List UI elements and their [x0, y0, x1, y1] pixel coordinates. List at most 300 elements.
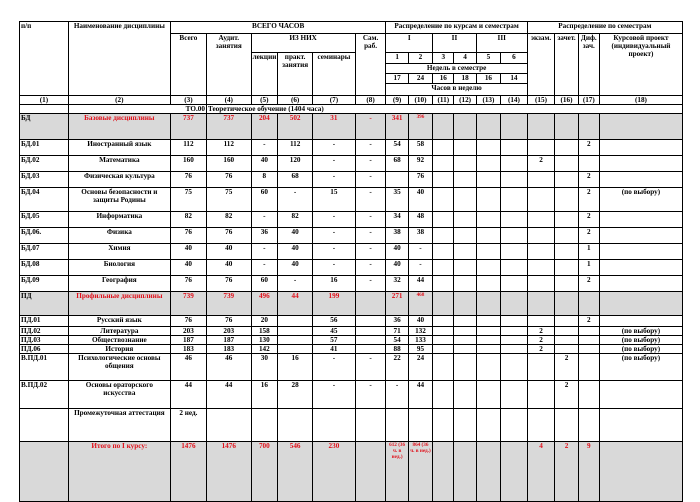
header-exams: экзам.	[527, 34, 555, 96]
row-cell	[433, 327, 454, 336]
row-cell	[555, 345, 578, 354]
row-code: ПД.01	[20, 316, 69, 327]
row-cell: 2	[527, 345, 555, 354]
header-sem-number: 1	[386, 53, 408, 64]
row-cell: 54	[386, 336, 408, 345]
row-cell: 468	[408, 292, 432, 316]
row-cell: 34	[386, 212, 408, 228]
row-cell: 40	[278, 244, 313, 260]
row-cell	[433, 260, 454, 276]
table-row	[20, 228, 683, 244]
row-cell	[433, 354, 454, 381]
row-cell: 496	[251, 292, 278, 316]
column-number: (18)	[599, 96, 682, 105]
row-discipline: Психологические основы общения	[68, 354, 170, 381]
row-code: БД.08	[20, 260, 69, 276]
row-cell	[433, 140, 454, 156]
row-cell	[433, 316, 454, 327]
header-weeks: 14	[501, 74, 528, 84]
row-cell	[501, 336, 528, 345]
row-discipline: Физическая культура	[68, 172, 170, 188]
row-cell: 2	[555, 381, 578, 409]
row-cell	[501, 140, 528, 156]
table-row	[20, 336, 683, 345]
row-code: В.ПД.01	[20, 354, 69, 381]
row-cell: 183	[206, 345, 251, 354]
row-cell: 160	[206, 156, 251, 172]
row-cell: 2 нед.	[170, 409, 206, 442]
row-cell	[501, 276, 528, 292]
row-cell: 737	[170, 114, 206, 140]
header-course-1: I	[386, 34, 433, 53]
row-cell: -	[355, 156, 386, 172]
row-cell	[454, 140, 476, 156]
row-cell	[476, 228, 500, 244]
row-cell: 58	[408, 140, 432, 156]
row-cell	[476, 188, 500, 212]
row-cell: -	[251, 260, 278, 276]
row-cell: -	[251, 212, 278, 228]
column-number: (17)	[578, 96, 599, 105]
total-row	[20, 442, 683, 502]
row-cell	[501, 292, 528, 316]
row-cell	[501, 172, 528, 188]
row-cell: 16	[278, 354, 313, 381]
row-cell: 40	[408, 316, 432, 327]
row-cell: 45	[313, 327, 355, 336]
row-cell	[454, 381, 476, 409]
row-cell: -	[355, 172, 386, 188]
row-cell: 44	[206, 381, 251, 409]
row-cell: 199	[313, 292, 355, 316]
row-discipline: Русский язык	[68, 316, 170, 327]
row-cell	[454, 156, 476, 172]
row-discipline: Математика	[68, 156, 170, 172]
row-cell	[527, 292, 555, 316]
row-cell: 38	[386, 228, 408, 244]
row-cell: 44	[408, 381, 432, 409]
row-cell: 41	[313, 345, 355, 354]
row-code: БД.05	[20, 212, 69, 228]
table-row	[20, 260, 683, 276]
row-cell: 82	[206, 212, 251, 228]
row-cell	[278, 316, 313, 327]
row-cell	[527, 244, 555, 260]
row-cell: 133	[408, 336, 432, 345]
row-cell: 32	[386, 276, 408, 292]
row-cell	[355, 316, 386, 327]
table-row	[20, 156, 683, 172]
row-cell	[555, 260, 578, 276]
row-cell: 40	[386, 260, 408, 276]
row-cell: (по выбору)	[599, 188, 682, 212]
header-sem-number: 4	[454, 53, 476, 64]
row-cell	[599, 212, 682, 228]
row-cell: 68	[278, 172, 313, 188]
row-cell	[476, 276, 500, 292]
row-discipline: Информатика	[68, 212, 170, 228]
row-cell: 56	[313, 316, 355, 327]
row-cell: 36	[251, 228, 278, 244]
row-cell	[408, 409, 432, 442]
header-auditory: Аудит. занятия	[206, 34, 251, 96]
column-number: (4)	[206, 96, 251, 105]
row-cell: 40	[386, 244, 408, 260]
row-cell	[599, 114, 682, 140]
row-cell	[454, 244, 476, 260]
row-cell	[555, 336, 578, 345]
row-cell	[454, 327, 476, 336]
row-cell: 120	[278, 156, 313, 172]
row-cell	[454, 292, 476, 316]
row-cell: 88	[386, 345, 408, 354]
row-cell	[527, 276, 555, 292]
row-cell: 40	[206, 244, 251, 260]
row-cell	[278, 327, 313, 336]
row-cell	[501, 188, 528, 212]
row-code: ПД.03	[20, 336, 69, 345]
row-code: БД.07	[20, 244, 69, 260]
row-cell	[555, 156, 578, 172]
row-cell: 60	[251, 276, 278, 292]
row-cell	[501, 114, 528, 140]
row-cell	[355, 336, 386, 345]
row-cell	[454, 228, 476, 244]
row-discipline: Биология	[68, 260, 170, 276]
row-cell	[433, 114, 454, 140]
row-cell	[501, 345, 528, 354]
row-code: БД.01	[20, 140, 69, 156]
row-cell: 2	[578, 228, 599, 244]
row-cell	[476, 409, 500, 442]
row-cell: 46	[206, 354, 251, 381]
row-cell	[476, 244, 500, 260]
row-discipline: Иностранный язык	[68, 140, 170, 156]
header-weeks: 17	[386, 74, 408, 84]
row-code: БД.02	[20, 156, 69, 172]
column-number: (2)	[68, 96, 170, 105]
table-row	[20, 345, 683, 354]
row-cell	[476, 442, 500, 502]
row-cell: 76	[170, 276, 206, 292]
row-cell	[454, 276, 476, 292]
row-cell: 341	[386, 114, 408, 140]
row-cell: 546	[278, 442, 313, 502]
curriculum-table-wrapper	[19, 21, 683, 502]
row-cell	[454, 114, 476, 140]
row-cell: -	[355, 140, 386, 156]
row-cell	[501, 228, 528, 244]
row-cell: 737	[206, 114, 251, 140]
header-of-them: ИЗ НИХ	[251, 34, 355, 53]
row-code	[20, 409, 69, 442]
header-discipline-name: Наименование дисциплины	[68, 22, 170, 96]
row-cell	[313, 409, 355, 442]
table-row	[20, 212, 683, 228]
row-cell	[433, 172, 454, 188]
table-row	[20, 327, 683, 336]
row-cell	[454, 188, 476, 212]
header-sem-number: 3	[433, 53, 454, 64]
row-code: В.ПД.02	[20, 381, 69, 409]
row-cell: 22	[386, 354, 408, 381]
table-row	[20, 172, 683, 188]
row-cell: 76	[170, 228, 206, 244]
header-seminars: семинары	[313, 53, 355, 96]
row-cell	[433, 188, 454, 212]
row-cell: 9	[578, 442, 599, 502]
row-cell	[578, 336, 599, 345]
row-cell	[555, 292, 578, 316]
row-cell: 1476	[206, 442, 251, 502]
column-number: (9)	[386, 96, 408, 105]
row-code: БД	[20, 114, 69, 140]
row-cell	[355, 442, 386, 502]
row-code: ПД.06	[20, 345, 69, 354]
row-cell	[599, 140, 682, 156]
row-cell	[433, 442, 454, 502]
row-cell	[599, 244, 682, 260]
row-cell	[555, 244, 578, 260]
row-cell	[476, 345, 500, 354]
row-code: БД.06.	[20, 228, 69, 244]
header-hours-per-week: Часов в неделю	[386, 84, 527, 96]
row-cell: -	[251, 244, 278, 260]
row-cell: -	[313, 172, 355, 188]
header-credits: зачет.	[555, 34, 578, 96]
row-cell	[527, 114, 555, 140]
row-cell	[501, 244, 528, 260]
row-cell	[578, 409, 599, 442]
header-course-3: III	[476, 34, 527, 53]
row-cell	[355, 292, 386, 316]
row-cell	[555, 212, 578, 228]
row-cell: -	[313, 140, 355, 156]
row-discipline: Основы безопасности и защиты Родины	[68, 188, 170, 212]
row-cell: 132	[408, 327, 432, 336]
row-cell	[501, 409, 528, 442]
row-cell	[355, 327, 386, 336]
row-cell	[501, 212, 528, 228]
table-row	[20, 409, 683, 442]
row-cell	[433, 336, 454, 345]
row-cell: 68	[386, 156, 408, 172]
row-cell	[501, 260, 528, 276]
row-cell	[527, 188, 555, 212]
row-cell: 271	[386, 292, 408, 316]
header-self-work: Сам. раб.	[355, 34, 386, 96]
row-cell: 739	[170, 292, 206, 316]
column-number: (6)	[278, 96, 313, 105]
header-total-hours: ВСЕГО ЧАСОВ	[170, 22, 386, 34]
row-cell	[555, 188, 578, 212]
header-practice: практ. занятия	[278, 53, 313, 96]
column-number: (13)	[476, 96, 500, 105]
row-cell: -	[313, 228, 355, 244]
row-cell: -	[355, 260, 386, 276]
row-cell: 76	[170, 316, 206, 327]
row-cell: 142	[251, 345, 278, 354]
row-cell	[433, 228, 454, 244]
row-cell: -	[313, 381, 355, 409]
row-cell	[501, 442, 528, 502]
row-cell: 2	[527, 327, 555, 336]
row-cell	[527, 316, 555, 327]
row-cell	[476, 156, 500, 172]
row-discipline: Основы ораторского искусства	[68, 381, 170, 409]
row-discipline: Химия	[68, 244, 170, 260]
row-cell	[355, 345, 386, 354]
row-cell	[476, 316, 500, 327]
row-cell: 76	[206, 316, 251, 327]
row-cell	[454, 212, 476, 228]
row-cell: 20	[251, 316, 278, 327]
table-row	[20, 188, 683, 212]
row-cell	[599, 409, 682, 442]
row-cell: 40	[278, 228, 313, 244]
header-weeks: 24	[408, 74, 432, 84]
row-cell	[599, 172, 682, 188]
header-num: п/п	[20, 22, 69, 96]
row-cell: 739	[206, 292, 251, 316]
header-sem-number: 2	[408, 53, 432, 64]
column-number: (1)	[20, 96, 69, 105]
row-cell: 40	[408, 188, 432, 212]
row-cell	[454, 354, 476, 381]
row-cell	[454, 345, 476, 354]
row-cell	[251, 409, 278, 442]
row-cell	[386, 172, 408, 188]
row-cell	[433, 212, 454, 228]
section-code: ТО.00	[68, 105, 206, 114]
row-cell: -	[355, 244, 386, 260]
column-number: (8)	[355, 96, 386, 105]
row-cell	[476, 172, 500, 188]
row-cell	[454, 172, 476, 188]
header-course-project: Курсовой проект (индивидуальный проект)	[599, 34, 682, 96]
curriculum-table	[19, 21, 683, 502]
row-cell	[501, 316, 528, 327]
column-number: (16)	[555, 96, 578, 105]
row-cell: -	[355, 212, 386, 228]
row-cell	[501, 327, 528, 336]
column-number: (15)	[527, 96, 555, 105]
row-cell: 204	[251, 114, 278, 140]
row-cell: 2	[555, 354, 578, 381]
row-cell	[527, 228, 555, 244]
row-cell	[599, 260, 682, 276]
row-cell	[555, 114, 578, 140]
row-cell: 203	[206, 327, 251, 336]
row-cell	[476, 212, 500, 228]
row-discipline: История	[68, 345, 170, 354]
row-code: ПД	[20, 292, 69, 316]
row-code: БД.03	[20, 172, 69, 188]
row-cell	[278, 345, 313, 354]
row-discipline: География	[68, 276, 170, 292]
row-cell: 8	[251, 172, 278, 188]
row-cell: 612 (36 ч. в нед.)	[386, 442, 408, 502]
row-cell	[578, 327, 599, 336]
group-row	[20, 114, 683, 140]
row-cell: 46	[170, 354, 206, 381]
row-cell: 203	[170, 327, 206, 336]
row-code: БД.09	[20, 276, 69, 292]
row-cell	[599, 292, 682, 316]
table-row	[20, 354, 683, 381]
row-code: ПД.02	[20, 327, 69, 336]
row-cell	[433, 345, 454, 354]
row-cell: -	[355, 276, 386, 292]
row-cell: 112	[206, 140, 251, 156]
row-cell: 92	[408, 156, 432, 172]
row-cell: 1	[578, 244, 599, 260]
row-cell: 82	[170, 212, 206, 228]
row-discipline: Профильные дисциплины	[68, 292, 170, 316]
header-weeks: 16	[433, 74, 454, 84]
row-cell	[555, 276, 578, 292]
row-cell	[433, 292, 454, 316]
row-cell	[578, 345, 599, 354]
row-cell: 396	[408, 114, 432, 140]
row-cell	[454, 316, 476, 327]
row-cell	[555, 228, 578, 244]
row-cell	[599, 316, 682, 327]
row-cell: 60	[251, 188, 278, 212]
row-cell	[599, 381, 682, 409]
row-cell	[578, 114, 599, 140]
row-cell: 31	[313, 114, 355, 140]
column-number: (5)	[251, 96, 278, 105]
row-cell	[278, 409, 313, 442]
row-cell: 75	[206, 188, 251, 212]
row-cell: -	[355, 114, 386, 140]
row-cell: 2	[578, 212, 599, 228]
row-cell: 16	[313, 276, 355, 292]
row-cell: -	[313, 156, 355, 172]
row-cell: 2	[555, 442, 578, 502]
row-cell: 230	[313, 442, 355, 502]
row-cell: 40	[170, 260, 206, 276]
row-cell: 24	[408, 354, 432, 381]
row-cell	[527, 381, 555, 409]
column-number: (10)	[408, 96, 432, 105]
table-row	[20, 140, 683, 156]
row-cell: -	[313, 212, 355, 228]
row-cell: 700	[251, 442, 278, 502]
row-cell: 40	[206, 260, 251, 276]
row-cell: 158	[251, 327, 278, 336]
row-cell	[433, 381, 454, 409]
row-cell: 35	[386, 188, 408, 212]
row-cell	[599, 156, 682, 172]
row-cell: 76	[206, 172, 251, 188]
header-weeks: 16	[476, 74, 500, 84]
row-discipline: Физика	[68, 228, 170, 244]
header-dist-courses: Распределение по курсам и семестрам	[386, 22, 527, 34]
row-cell	[555, 172, 578, 188]
table-row	[20, 381, 683, 409]
row-cell: 28	[278, 381, 313, 409]
row-cell	[578, 156, 599, 172]
table-row	[20, 244, 683, 260]
row-cell	[476, 260, 500, 276]
row-cell	[555, 327, 578, 336]
row-discipline: Обществознание	[68, 336, 170, 345]
row-cell: 2	[527, 156, 555, 172]
row-cell	[599, 442, 682, 502]
row-cell: (по выбору)	[599, 336, 682, 345]
